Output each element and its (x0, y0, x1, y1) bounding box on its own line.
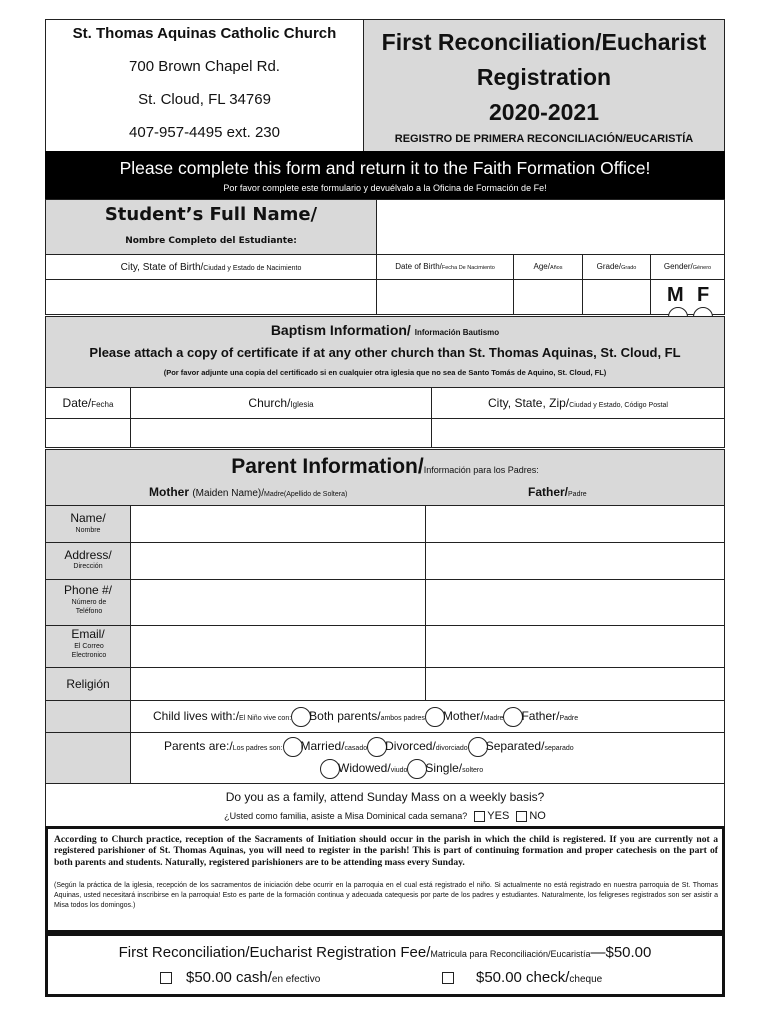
mother-address-field[interactable] (130, 542, 426, 580)
dob-label-wrap (377, 262, 513, 271)
mother-email-field[interactable] (130, 625, 426, 668)
row-label-religion-text: Religión (66, 677, 110, 691)
row-label-address (45, 542, 131, 580)
student-name-field[interactable] (376, 199, 725, 255)
form-title-line2: Registration (476, 64, 612, 90)
father-label-wrap (528, 485, 587, 499)
row-label-email-es: El Correo Electronico (71, 643, 107, 659)
child-lives-label-es: El Niño vive con: (239, 715, 292, 723)
city-birth-label-cell (45, 254, 377, 280)
baptism-date-label-es: Fecha (91, 400, 114, 409)
baptism-date-label-wrap (46, 396, 130, 410)
age-label: Age/ (533, 262, 550, 271)
yes-label: YES (487, 810, 510, 822)
city-birth-label-wrap (46, 262, 376, 273)
mother-option-label: Mother/ (442, 709, 484, 724)
married-label-es: casado (344, 745, 368, 753)
fee-amount: —$50.00 (590, 944, 652, 961)
baptism-date-label: Date/ (62, 396, 92, 410)
father-name-field[interactable] (425, 505, 725, 543)
parent-header (45, 449, 725, 506)
baptism-date-label-cell (45, 387, 131, 419)
gender-f-label: F (697, 284, 710, 306)
mother-note: (Maiden Name)/ (192, 488, 265, 499)
baptism-church-label-cell (130, 387, 432, 419)
row-label-name-es: Nombre (75, 527, 101, 534)
check-label: $50.00 check/ (476, 969, 570, 986)
mother-radio[interactable] (425, 707, 445, 727)
row-label-email-text: Email/ (71, 627, 105, 641)
parent-title-es: Información para los Padres: (423, 465, 539, 475)
widowed-label: Widowed/ (338, 761, 391, 776)
baptism-instruction: Please attach a copy of certificate if at any other church than St. Thomas Aquinas, St. Cloud, FL (89, 345, 681, 360)
gender-label-wrap (651, 262, 724, 271)
fee-check-option (442, 969, 602, 986)
parents-are-line1 (164, 737, 574, 757)
single-label: Single/ (425, 761, 463, 776)
child-lives-row (130, 700, 725, 733)
mass-question-box (45, 783, 725, 827)
baptism-title-es: Información Bautismo (414, 328, 500, 337)
father-option-label: Father/ (521, 709, 560, 724)
policy-english: According to Church practice, reception of the Sacraments of Initiation should occur in the parish in which the child is registered. If you are currently not a registered parishioner of St. Thomas Aquinas, you will need to register in the parish! This is part of continuing formation and proper catechesis on the part of both parents and students. Naturally, registered parishioners are to be attending mass every Sunday. (54, 834, 718, 868)
baptism-header (45, 316, 725, 388)
parents-are-label-es: Los padres son: (232, 745, 283, 753)
grade-field[interactable] (582, 279, 651, 315)
father-label: Father/ (528, 485, 569, 499)
church-address: 700 Brown Chapel Rd. (129, 58, 280, 75)
church-info-box (45, 19, 364, 152)
both-parents-label: Both parents/ (309, 709, 381, 724)
form-title-box (363, 19, 725, 152)
row-label-phone-text: Phone #/ (63, 583, 113, 597)
form-title-spanish: REGISTRO DE PRIMERA RECONCILIACIÓN/EUCARISTÍA (394, 133, 694, 145)
dob-label-es: Fecha De Nacimiento (441, 265, 495, 271)
mother-religion-field[interactable] (130, 667, 426, 701)
mass-question-es: ¿Usted como familia, asiste a Misa Dominical cada semana? (224, 811, 468, 821)
child-lives-label-spacer (45, 700, 131, 733)
fee-cash-option (160, 969, 320, 986)
fee-box (45, 933, 725, 997)
separated-label: Separated/ (485, 739, 545, 754)
mother-label: Mother (149, 485, 189, 499)
father-religion-field[interactable] (425, 667, 725, 701)
city-birth-label-es: Ciudad y Estado de Nacimiento (203, 265, 302, 272)
age-label-es: Años (549, 265, 563, 271)
row-label-religion (45, 667, 131, 701)
policy-spanish: (Según la práctica de la iglesia, recepción de los sacramentos de iniciación debe ocurrir en la parroquia en el cual está registrado el niño. Si actualmente no está registrado en nuestra parroquia de St. Thomas Aquinas, usted necesitará inscribirse en la parroquia! Esto es parte de la formación continua y adecuada catequesis por parte de los padres y estudiantes. Naturalmente, los feligreses registrados son ser asistir a Misa todos los domingos.) (54, 882, 718, 910)
student-name-label: Student’s Full Name/ (104, 204, 318, 225)
both-parents-label-es: ambos padres (380, 715, 425, 723)
no-checkbox[interactable] (516, 811, 527, 822)
parent-title-wrap (46, 455, 724, 479)
church-city: St. Cloud, FL 34769 (138, 91, 271, 108)
father-label-es: Padre (568, 491, 587, 498)
mass-question: Do you as a family, attend Sunday Mass on a weekly basis? (225, 790, 545, 804)
married-label: Married/ (300, 739, 345, 754)
church-phone: 407-957-4495 ext. 230 (129, 124, 280, 141)
student-name-label-cell (45, 199, 377, 255)
gender-label: Gender/ (663, 262, 693, 271)
fee-label: First Reconciliation/Eucharist Registration Fee/ (118, 944, 431, 961)
parent-title: Parent Information/ (231, 455, 424, 478)
form-title-line1: First Reconciliation/Eucharist (381, 29, 707, 55)
single-label-es: soltero (462, 767, 484, 775)
father-option-label-es: Padre (559, 715, 579, 723)
baptism-church-label: Church/ (248, 396, 291, 410)
baptism-title-wrap (46, 322, 724, 338)
row-label-address-text: Address/ (64, 548, 112, 562)
mother-note-es: Madre(Apellido de Soltera) (264, 491, 348, 498)
mother-option-label-es: Madre (483, 715, 504, 723)
fee-label-es: Matricula para Reconciliación/Eucaristía (430, 949, 591, 959)
widowed-label-es: viudo (390, 767, 408, 775)
row-label-phone (45, 579, 131, 626)
cash-label-es: en efectivo (271, 974, 321, 985)
row-label-address-es: Dirección (73, 563, 103, 570)
city-birth-label: City, State of Birth/ (120, 262, 204, 273)
child-lives-label: Child lives with:/ (153, 709, 240, 724)
form-title-year: 2020-2021 (489, 99, 599, 125)
fee-line (48, 944, 722, 961)
baptism-place-label-wrap (432, 396, 724, 410)
church-name: St. Thomas Aquinas Catholic Church (72, 25, 337, 42)
check-label-es: cheque (569, 974, 603, 985)
cash-label: $50.00 cash/ (186, 969, 272, 986)
row-label-email (45, 625, 131, 668)
city-birth-field[interactable] (45, 279, 377, 315)
baptism-date-field[interactable] (45, 418, 131, 448)
no-label: NO (529, 810, 546, 822)
grade-label: Grade/ (596, 262, 622, 271)
child-lives-content (153, 707, 578, 727)
dob-label-cell (376, 254, 514, 280)
gender-label-es: Género (692, 265, 712, 271)
banner-sub-text: Por favor complete este formulario y devuélvalo a la Oficina de Formación de Fe! (223, 183, 547, 193)
parents-are-label-spacer (45, 732, 131, 784)
divorced-label-es: divorciado (435, 745, 468, 753)
dob-label: Date of Birth/ (395, 262, 442, 271)
instruction-banner (45, 151, 725, 200)
married-radio[interactable] (283, 737, 303, 757)
mother-name-field[interactable] (130, 505, 426, 543)
policy-box (45, 826, 725, 933)
baptism-place-label-cell (431, 387, 725, 419)
yes-checkbox[interactable] (474, 811, 485, 822)
gender-m-label: M (667, 284, 684, 306)
student-name-label-es: Nombre Completo del Estudiante: (125, 236, 297, 246)
age-field[interactable] (513, 279, 583, 315)
grade-label-wrap (583, 262, 650, 271)
father-address-field[interactable] (425, 542, 725, 580)
mother-label-wrap (149, 485, 347, 499)
baptism-title: Baptism Information/ (270, 322, 411, 338)
parents-are-line2 (320, 759, 483, 779)
baptism-place-label-es: Ciudad y Estado, Código Postal (569, 402, 668, 409)
row-label-phone-es: Número de Teléfono (71, 599, 107, 615)
row-label-name (45, 505, 131, 543)
baptism-instruction-es: (Por favor adjunte una copia del certificado si en cualquier otra iglesia que no sea de Santo Tomás de Aquino, St. Cloud, FL) (163, 368, 607, 377)
baptism-church-label-es: Iglesia (290, 400, 314, 409)
father-email-field[interactable] (425, 625, 725, 668)
grade-label-es: Grado (621, 265, 637, 271)
age-label-cell (513, 254, 583, 280)
baptism-church-field[interactable] (130, 418, 432, 448)
row-label-name-text: Name/ (70, 511, 106, 525)
gender-label-cell (650, 254, 725, 280)
separated-label-es: separado (544, 745, 574, 753)
baptism-place-field[interactable] (431, 418, 725, 448)
dob-field[interactable] (376, 279, 514, 315)
baptism-church-label-wrap (131, 396, 431, 410)
parents-are-label: Parents are:/ (164, 739, 233, 754)
baptism-place-label: City, State, Zip/ (488, 396, 570, 410)
gender-field (650, 279, 725, 315)
cash-checkbox[interactable] (160, 972, 172, 984)
separated-radio[interactable] (468, 737, 488, 757)
age-label-wrap (514, 262, 582, 271)
parents-are-row (130, 732, 725, 784)
divorced-label: Divorced/ (385, 739, 436, 754)
mass-question-es-wrap (46, 810, 724, 822)
check-checkbox[interactable] (442, 972, 454, 984)
widowed-radio[interactable] (320, 759, 340, 779)
grade-label-cell (582, 254, 651, 280)
mother-phone-field[interactable] (130, 579, 426, 626)
banner-main-text: Please complete this form and return it to the Faith Formation Office! (119, 158, 651, 178)
father-phone-field[interactable] (425, 579, 725, 626)
